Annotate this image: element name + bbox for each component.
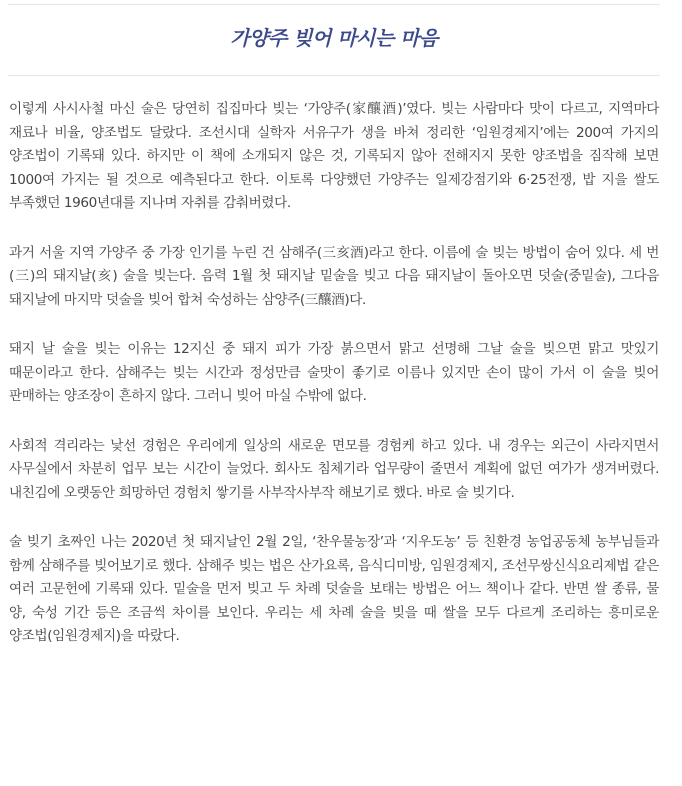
title-divider: [8, 75, 660, 76]
paragraph-2: 과거 서울 지역 가양주 중 가장 인기를 누린 건 삼해주(三亥酒)라고 한다. 이름에 술 빚는 방법이 숨어 있다. 세 번(三)의 돼지날(亥) 술을 빚는다. 음력 1월 첫 돼지날 밑술을 빚고 다음 돼지날이 돌아오면 덧술(중밑술), 그다음 돼지날에 마지막 덧술을 빚어 합쳐 숙성하는 삼양주(三釀酒)다.: [9, 244, 659, 308]
paragraph-4: 사회적 격리라는 낯선 경험은 우리에게 일상의 새로운 면모를 경험케 하고 있다. 내 경우는 외근이 사라지면서 사무실에서 차분히 업무 보는 시간이 늘었다. 회사도 침체기라 업무량이 줄면서 계획에 없던 여가가 생겨버렸다. 내친김에 오랫동안 희망하던 경험치 쌓기를 사부작사부작 해보기로 했다. 바로 술 빚기다.: [9, 437, 659, 501]
paragraph-3: 돼지 날 술을 빚는 이유는 12지신 중 돼지 피가 가장 붉으면서 맑고 선명해 그날 술을 빚으면 맑고 맛있기 때문이라고 한다. 삼해주는 빚는 시간과 정성만큼 술맛이 좋기로 이름나 있지만 손이 많이 가서 이 술을 빚어 판매하는 양조장이 흔하지 않다. 그러니 빚어 마실 수밖에 없다.: [9, 341, 659, 404]
paragraph-5: 술 빚기 초짜인 나는 2020년 첫 돼지날인 2월 2일, ‘찬우물농장’과 ‘지우도농’ 등 친환경 농업공동체 농부님들과 함께 삼해주를 빚어보기로 했다. 삼해주 빚는 법은 산가요록, 음식디미방, 임원경제지, 조선무쌍신식요리제법 같은 여러 고문헌에 기록돼 있다. 밑술을 먼저 빚고 두 차례 덧술을 보태는 방법은 어느 책이나 같다. 반면 쌀 종류, 물 양, 숙성 기간 등은 조금씩 차이를 보인다. 우리는 세 차례 술을 빚을 때 쌀을 모두 다르게 조리하는 흥미로운 양조법(임원경제지)을 따랐다.: [9, 534, 659, 644]
top-divider: [8, 4, 660, 5]
article-title: 가양주 빚어 마시는 마음: [230, 26, 438, 50]
article-body: [9, 98, 659, 675]
paragraph-1: 이렇게 사시사철 마신 술은 당연히 집집마다 빚는 ‘가양주(家釀酒)’였다. 빚는 사람마다 맛이 다르고, 지역마다 재료나 비율, 양조법도 달랐다. 조선시대 실학자 서유구가 생을 바쳐 정리한 ‘임원경제지’에는 200여 가지의 양조법이 기록돼 있다. 하지만 이 책에 소개되지 않은 것, 기록되지 않아 전해지지 못한 양조법을 짐작해 보면 1000여 가지는 될 것으로 예측된다고 한다. 이토록 다양했던 가양주는 일제강점기와 6·25전쟁, 밥 지을 쌀도 부족했던 1960년대를 지나며 자취를 감춰버렸다.: [9, 101, 659, 211]
